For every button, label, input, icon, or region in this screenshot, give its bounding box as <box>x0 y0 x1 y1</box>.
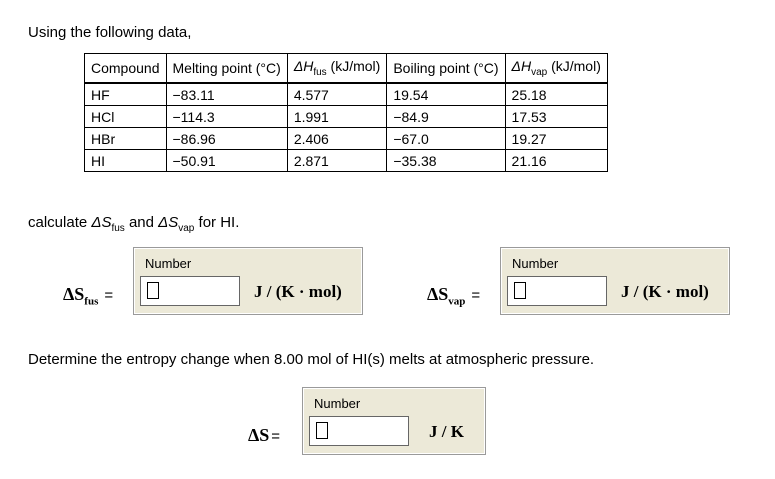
header-compound: Compound <box>85 54 167 84</box>
delta-s-input[interactable] <box>309 416 409 446</box>
cell-melting-point: −114.3 <box>166 106 287 128</box>
cell-compound: HBr <box>85 128 167 150</box>
delta-s-answer-box <box>302 387 486 455</box>
question-1-text: calculate $\Delta S_{fus}$ and $\Delta S_{vap}$ for HI. <box>28 214 240 234</box>
delta-s-fus-input[interactable] <box>140 276 240 306</box>
number-label: Number <box>512 256 559 271</box>
cell-boiling-point: −67.0 <box>387 128 505 150</box>
input-cursor <box>514 282 526 299</box>
cell-boiling-point: −84.9 <box>387 106 505 128</box>
cell-hvap: 25.18 <box>505 83 607 106</box>
cell-melting-point: −83.11 <box>166 83 287 106</box>
table-row <box>85 150 608 172</box>
cell-melting-point: −50.91 <box>166 150 287 172</box>
cell-hfus: 1.991 <box>287 106 387 128</box>
intro-text: Using the following data, <box>28 24 192 41</box>
cell-hvap: 19.27 <box>505 128 607 150</box>
header-hvap: $\Delta H_{vap}$ (kJ/mol) <box>505 54 607 84</box>
cell-compound: HCl <box>85 106 167 128</box>
delta-s-fus-symbol: $\Delta S_{fus}$ = <box>63 284 114 308</box>
table-row <box>85 128 608 150</box>
number-label: Number <box>314 396 361 411</box>
table-row <box>85 83 608 106</box>
input-cursor <box>147 282 159 299</box>
cell-hvap: 21.16 <box>505 150 607 172</box>
table-row <box>85 106 608 128</box>
input-cursor <box>316 422 328 439</box>
cell-boiling-point: 19.54 <box>387 83 505 106</box>
cell-compound: HI <box>85 150 167 172</box>
question-2-text: Determine the entropy change when 8.00 mol of HI(s) melts at atmospheric pressure. <box>28 351 595 368</box>
delta-s-vap-unit: J / (K · mol) <box>621 282 709 301</box>
data-table <box>84 53 608 172</box>
delta-s-unit: J / K <box>429 422 464 441</box>
cell-hvap: 17.53 <box>505 106 607 128</box>
delta-s-symbol: ΔS = <box>248 425 281 445</box>
cell-boiling-point: −35.38 <box>387 150 505 172</box>
number-label: Number <box>145 256 192 271</box>
delta-s-fus-answer-box <box>133 247 363 315</box>
cell-compound: HF <box>85 83 167 106</box>
cell-hfus: 2.406 <box>287 128 387 150</box>
delta-s-vap-symbol: $\Delta S_{vap}$ = <box>427 284 481 308</box>
table-header-row <box>85 54 608 84</box>
delta-s-fus-unit: J / (K · mol) <box>254 282 342 301</box>
delta-s-vap-answer-box <box>500 247 730 315</box>
delta-s-vap-input[interactable] <box>507 276 607 306</box>
header-hfus: $\Delta H_{fus}$ (kJ/mol) <box>287 54 387 84</box>
cell-melting-point: −86.96 <box>166 128 287 150</box>
header-boiling-point: Boiling point (°C) <box>387 54 505 84</box>
cell-hfus: 4.577 <box>287 83 387 106</box>
cell-hfus: 2.871 <box>287 150 387 172</box>
header-melting-point: Melting point (°C) <box>166 54 287 84</box>
